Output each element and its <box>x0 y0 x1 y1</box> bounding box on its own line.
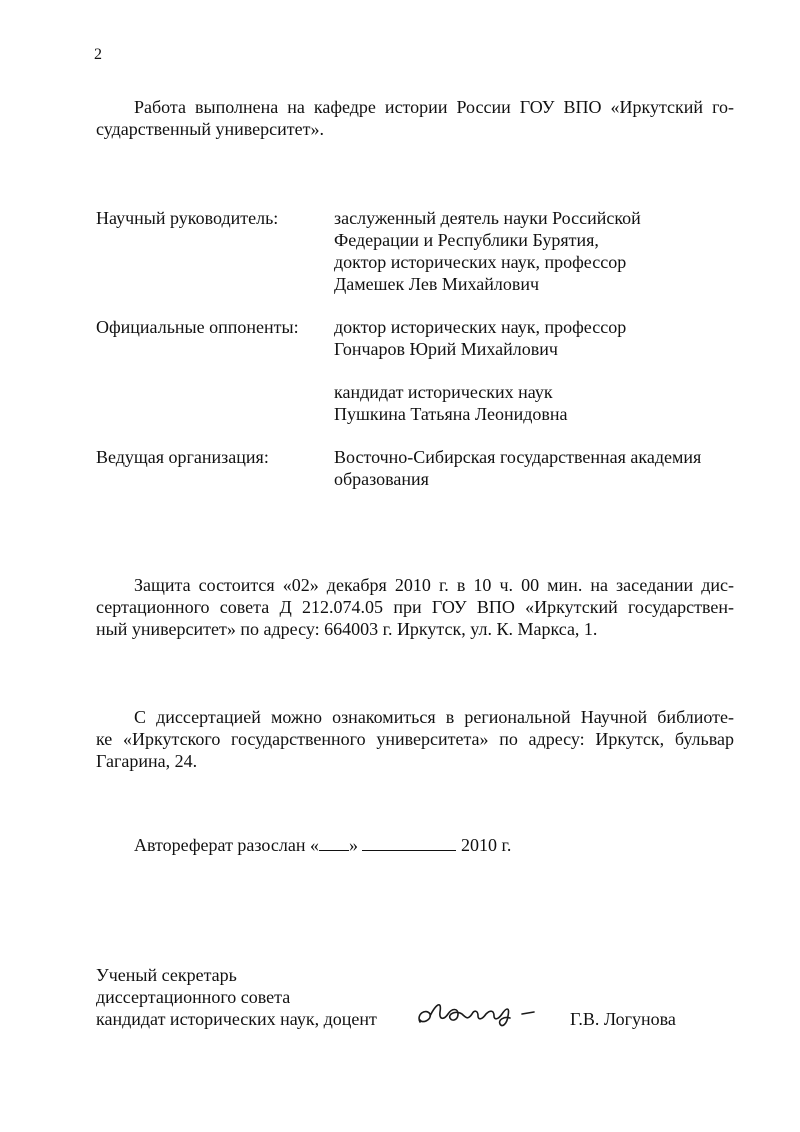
secretary-name: Г.В. Логунова <box>570 1009 676 1029</box>
intro-line: Работа выполнена на кафедре истории России ГОУ ВПО «Иркутский го- <box>134 97 734 117</box>
opponent-first <box>334 316 626 360</box>
supervisor-line: Федерации и Республики Бурятия, <box>334 230 599 250</box>
defense-line: ный университет» по адресу: 664003 г. Иркутск, ул. К. Маркса, 1. <box>96 619 598 639</box>
opponent-line: кандидат исторических наук <box>334 382 553 402</box>
secretary-line: кандидат исторических наук, доцент <box>96 1009 377 1029</box>
page-number: 2 <box>94 46 102 63</box>
library-line: Гагарина, 24. <box>96 751 198 771</box>
secretary-line: Ученый секретарь <box>96 965 237 985</box>
month-blank <box>362 834 456 851</box>
secretary-line: диссертационного совета <box>96 987 291 1007</box>
supervisor-line: Дамешек Лев Михайлович <box>334 274 540 294</box>
mailing-prefix: Автореферат разослан « <box>134 835 319 855</box>
defense-line: Защита состоится «02» декабря 2010 г. в 10 ч. 00 мин. на заседании дис- <box>134 575 734 595</box>
defense-line: сертационного совета Д 212.074.05 при ГОУ ВПО «Иркутский государствен- <box>96 597 734 617</box>
opponent-line: Пушкина Татьяна Леонидовна <box>334 404 568 424</box>
leading-org-line: образования <box>334 469 429 489</box>
defense-paragraph <box>96 574 734 640</box>
handwritten-signature <box>412 994 542 1034</box>
day-blank <box>319 834 349 851</box>
supervisor-line: доктор исторических наук, профессор <box>334 252 627 272</box>
mailing-line <box>134 834 511 856</box>
opponent-line: Гончаров Юрий Михайлович <box>334 339 558 359</box>
opponent-second <box>334 381 568 425</box>
library-paragraph <box>96 706 734 772</box>
library-line: С диссертацией можно ознакомиться в региональной Научной библиоте- <box>134 707 734 727</box>
supervisor-value <box>334 207 641 295</box>
leading-org-label: Ведущая организация: <box>96 447 269 467</box>
leading-org-value <box>334 446 701 490</box>
library-line: ке «Иркутского государственного университета» по адресу: Иркутск, бульвар <box>96 729 734 749</box>
secretary-block <box>96 964 377 1030</box>
supervisor-line: заслуженный деятель науки Российской <box>334 208 641 228</box>
mailing-suffix: 2010 г. <box>460 835 512 855</box>
supervisor-label: Научный руководитель: <box>96 208 279 228</box>
intro-line: сударственный университет». <box>96 119 324 139</box>
leading-org-line: Восточно-Сибирская государственная академия <box>334 447 702 467</box>
opponents-label: Официальные оппоненты: <box>96 317 299 337</box>
opponent-line: доктор исторических наук, профессор <box>334 317 627 337</box>
mailing-middle: » <box>348 835 358 855</box>
intro-paragraph <box>96 96 734 140</box>
